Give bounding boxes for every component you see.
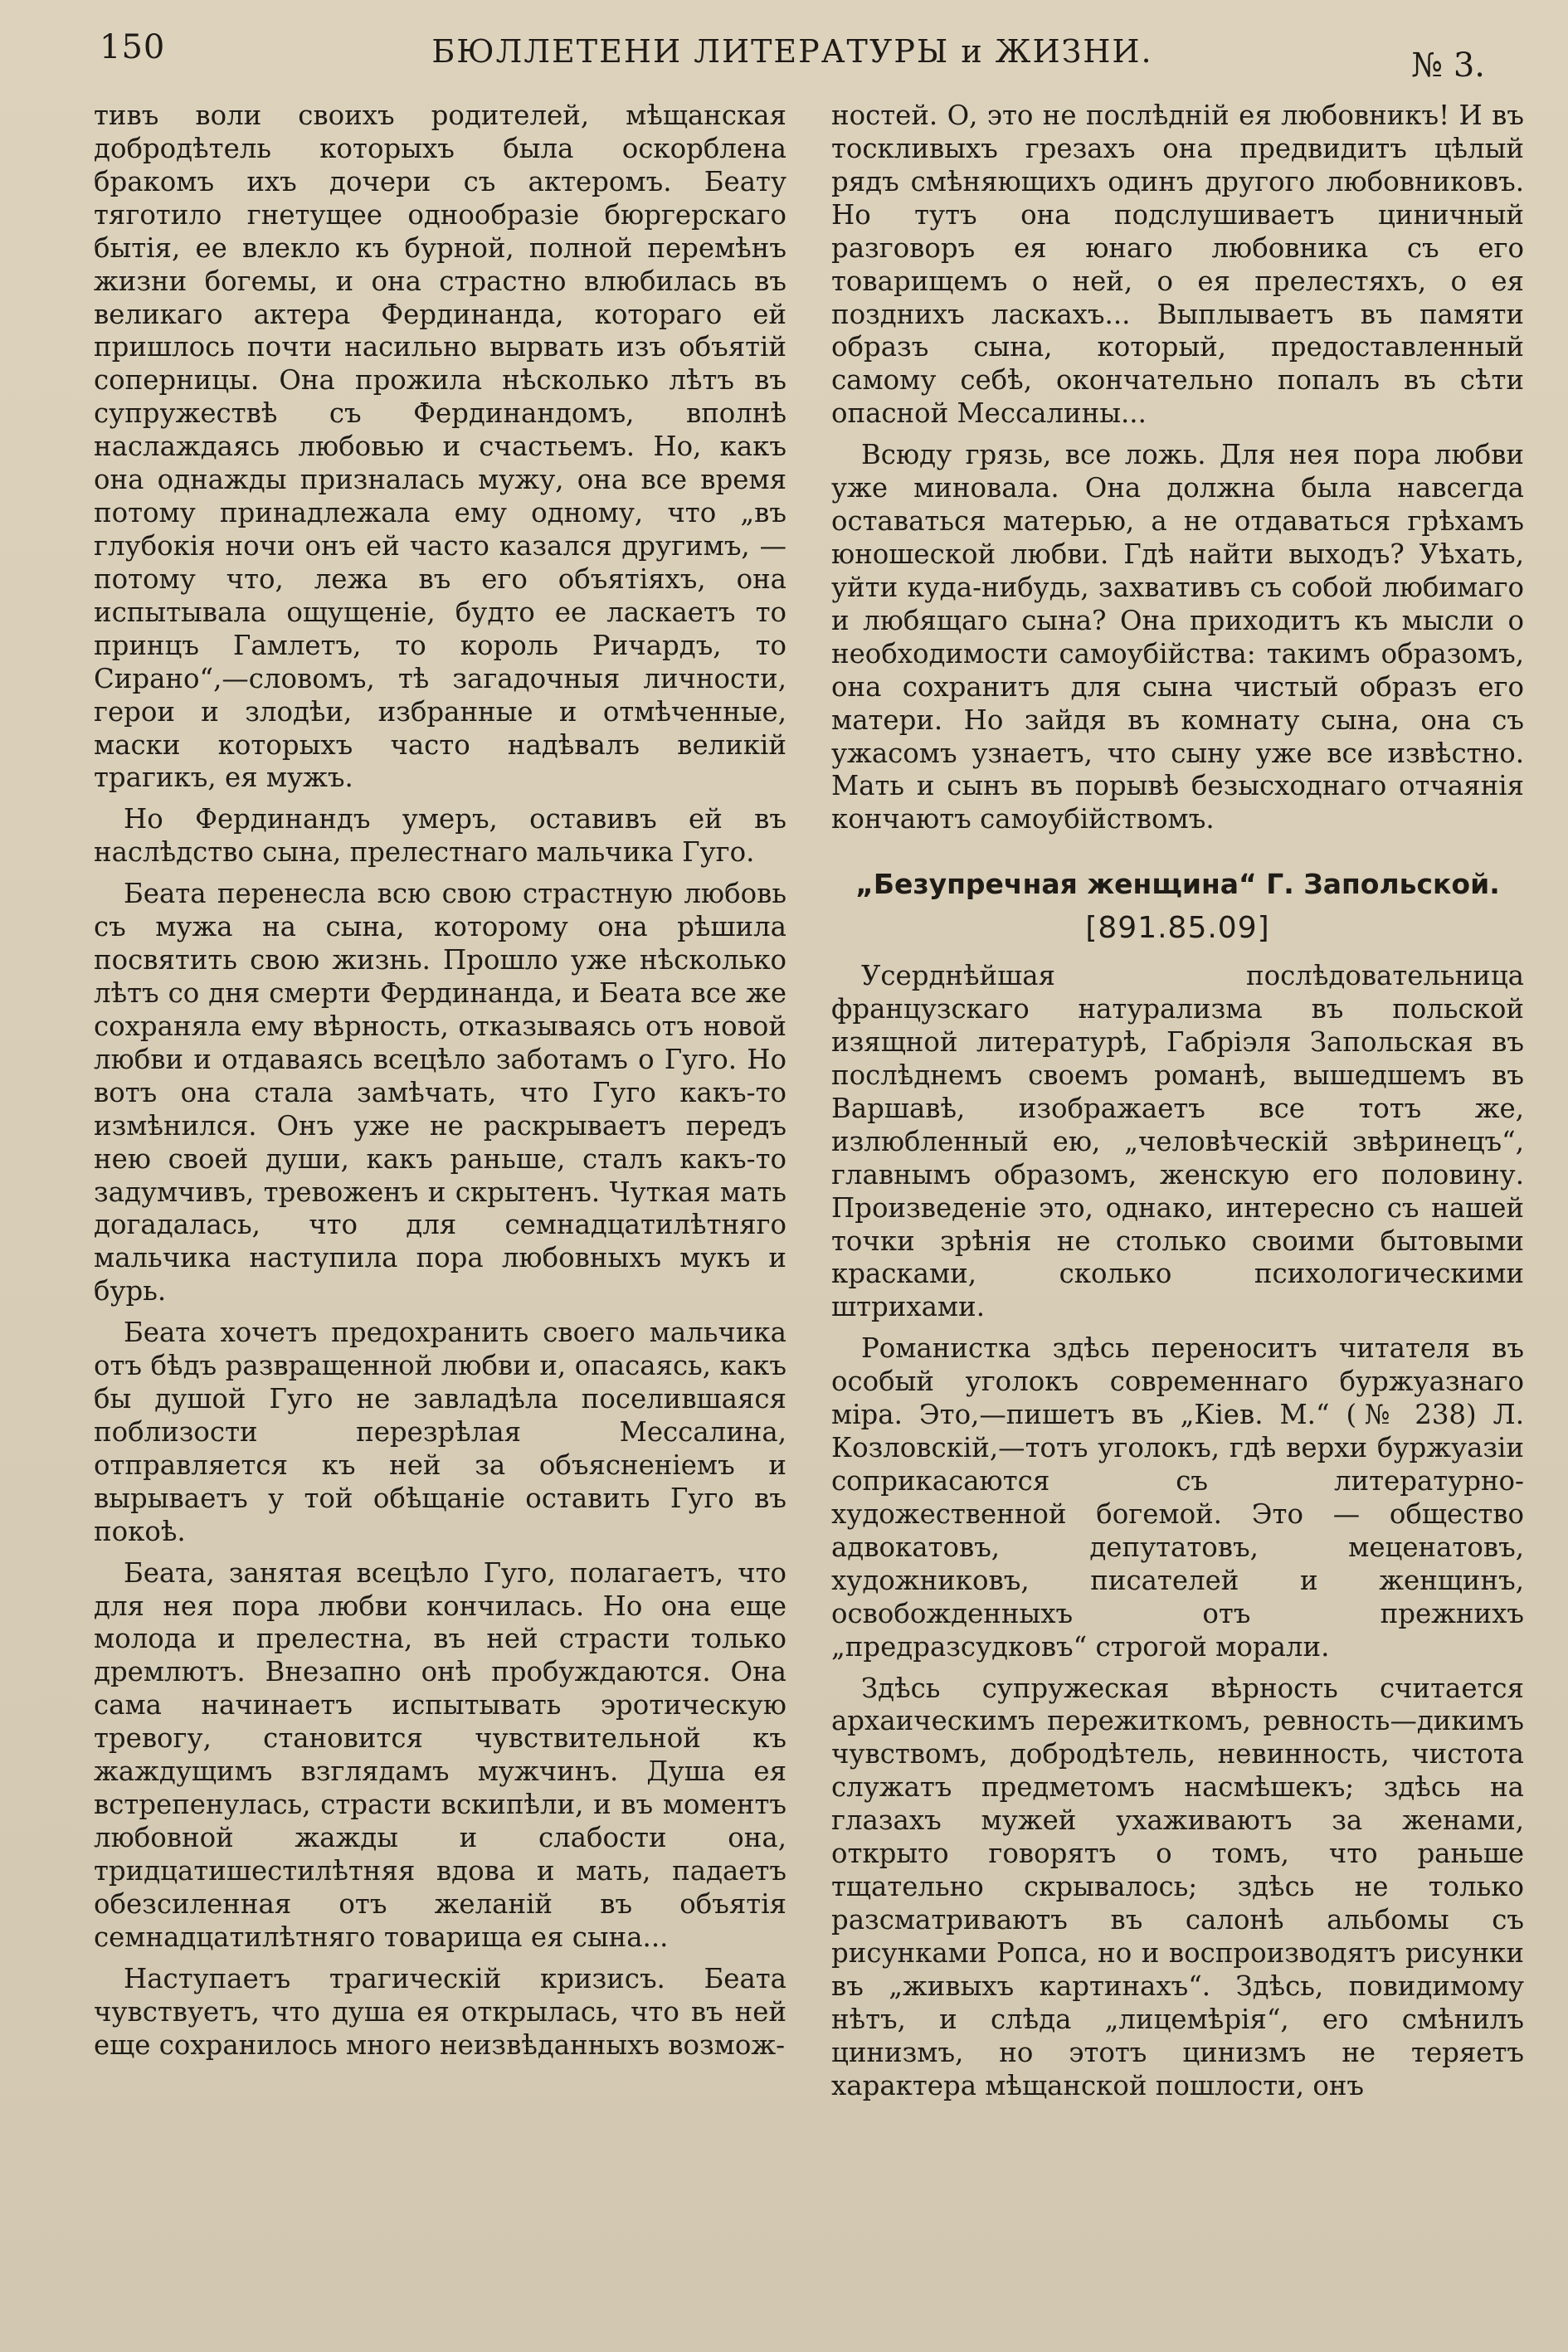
paragraph: Усерднѣйшая послѣдовательница французскаго натурализма въ польской изящной литературѣ, Габріэля Запольская въ послѣднемъ своемъ романѣ, вышедшемъ въ Варшавѣ, изображаетъ все тотъ же, излюбленный ею, „человѣческій звѣринецъ“, главнымъ образомъ, женскую его половину. Произведеніе это, однако, интересно съ нашей точки зрѣнія не столько своими бытовыми красками, сколько психологическими штрихами. [831, 960, 1524, 1323]
section-code: [891.85.09] [1085, 910, 1270, 945]
section-heading: „Безупречная женщина“ Г. Запольской. [855, 868, 1500, 901]
paragraph: Здѣсь супружеская вѣрность считается архаическимъ пережиткомъ, ревность—дикимъ чувствомъ, добродѣтель, невинность, чистота служатъ предметомъ насмѣшекъ; здѣсь на глазахъ мужей ухаживаютъ за женами, открыто говорятъ о томъ, что раньше тщательно скрывалось; здѣсь не только разсматриваютъ въ салонѣ альбомы съ рисунками Ропса, но и воспроизводятъ рисунки въ „живыхъ картинахъ“. Здѣсь, повидимому нѣтъ, и слѣда „лицемѣрія“, его смѣнилъ цинизмъ, но этотъ цинизмъ не теряетъ характера мѣщанской пошлости, онъ [831, 1672, 1524, 2101]
page-number: 150 [100, 28, 166, 66]
page-header [100, 25, 1485, 83]
paragraph: Беата хочетъ предохранить своего мальчика отъ бѣдъ развращенной любви и, опасаясь, какъ бы душой Гуго не завладѣла поселившаяся поблизости перезрѣлая Мессалина, отправляется къ ней за объясненіемъ и вырываетъ у той обѣщаніе оставить Гуго въ покоѣ. [94, 1317, 786, 1547]
paragraph: Всюду грязь, все ложь. Для нея пора любви уже миновала. Она должна была навсегда оставаться матерью, а не отдаваться грѣхамъ юношеской любви. Гдѣ найти выходъ? Уѣхать, уйти куда-нибудь, захвативъ съ собой любимаго и любящаго сына? Она приходитъ къ мысли о необходимости самоубійства: такимъ образомъ, она сохранитъ для сына чистый образъ его матери. Но зайдя въ комнату сына, она съ ужасомъ узнаетъ, что сыну уже все извѣстно. Мать и сынъ въ порывѣ безысходнаго отчаянія кончаютъ самоубійствомъ. [831, 439, 1524, 835]
paragraph: Беата, занятая всецѣло Гуго, полагаетъ, что для нея пора любви кончилась. Но она еще молода и прелестна, въ ней страсти только дремлютъ. Внезапно онѣ пробуждаются. Она сама начинаетъ испытывать эротическую тревогу, становится чувствительной къ жаждущимъ взглядамъ мужчинъ. Душа ея встрепенулась, страсти вскипѣли, и въ моментъ любовной жажды и слабости она, тридцатишестилѣтняя вдова и мать, падаетъ обезсиленная отъ желаній въ объятія семнадцатилѣтняго товарища ея сына... [94, 1556, 786, 1953]
right-column [831, 100, 1524, 2111]
paragraph: Наступаетъ трагическій кризисъ. Беата чувствуетъ, что душа ея открылась, что въ ней еще сохранилось много неизвѣданныхъ возмож- [94, 1962, 786, 2061]
paragraph: Романистка здѣсь переноситъ читателя въ особый уголокъ современнаго буржуазнаго міра. Это,—пишетъ въ „Кiев. М.“ (№ 238) Л. Козловскій,—тотъ уголокъ, гдѣ верхи буржуазіи соприкасаются съ литературно-художественной богемой. Это — общество адвокатовъ, депутатовъ, меценатовъ, художниковъ, писателей и женщинъ, освобожденныхъ отъ прежнихъ „предразсудковъ“ строгой морали. [831, 1332, 1524, 1663]
issue-number: № 3. [1411, 46, 1485, 85]
paragraph: тивъ воли своихъ родителей, мѣщанская добродѣтель которыхъ была оскорблена бракомъ ихъ дочери съ актеромъ. Беату тяготило гнетущее однообразіе бюргерскаго бытія, ее влекло къ бурной, полной перемѣнъ жизни богемы, и она страстно влюбилась въ великаго актера Фердинанда, котораго ей пришлось почти насильно вырвать изъ объятій соперницы. Она прожила нѣсколько лѣтъ въ супружествѣ съ Фердинандомъ, вполнѣ наслаждаясь любовью и счастьемъ. Но, какъ она однажды призналась мужу, она все время потому принадлежала ему одному, что „въ глубокія ночи онъ ей часто казался другимъ, — потому что, лежа въ его объятіяхъ, она испытывала ощущеніе, будто ее ласкаетъ то принцъ Гамлетъ, то король Ричардъ, то Сирано“,—словомъ, тѣ загадочныя личности, герои и злодѣи, избранные и отмѣченные, маски которыхъ часто надѣвалъ великій трагикъ, ея мужъ. [94, 100, 786, 794]
paragraph: ностей. О, это не послѣдній ея любовникъ! И въ тоскливыхъ грезахъ она предвидитъ цѣлый рядъ смѣняющихъ одинъ другого любовниковъ. Но тутъ она подслушиваетъ циничный разговоръ ея юнаго любовника съ его товарищемъ о ней, о ея прелестяхъ, о ея позднихъ ласкахъ... Выплываетъ въ памяти образъ сына, который, предоставленный самому себѣ, окончательно попалъ въ сѣти опасной Мессалины... [831, 100, 1524, 430]
paragraph: Беата перенесла всю свою страстную любовь съ мужа на сына, которому она рѣшила посвятить свою жизнь. Прошло уже нѣсколько лѣтъ со дня смерти Фердинанда, и Беата все же сохраняла ему вѣрность, отказываясь отъ новой любви и отдаваясь всецѣло заботамъ о Гуго. Но вотъ она стала замѣчать, что Гуго какъ-то измѣнился. Онъ уже не раскрываетъ передъ нею своей души, какъ раньше, сталъ какъ-то задумчивъ, тревоженъ и скрытенъ. Чуткая мать догадалась, что для семнадцатилѣтняго мальчика наступила пора любовныхъ мукъ и бурь. [94, 878, 786, 1307]
left-column [94, 100, 786, 2070]
paragraph: Но Фердинандъ умеръ, оставивъ ей въ наслѣдство сына, прелестнаго мальчика Гуго. [94, 803, 786, 869]
running-title: БЮЛЛЕТЕНИ ЛИТЕРАТУРЫ и ЖИЗНИ. [431, 33, 1153, 70]
